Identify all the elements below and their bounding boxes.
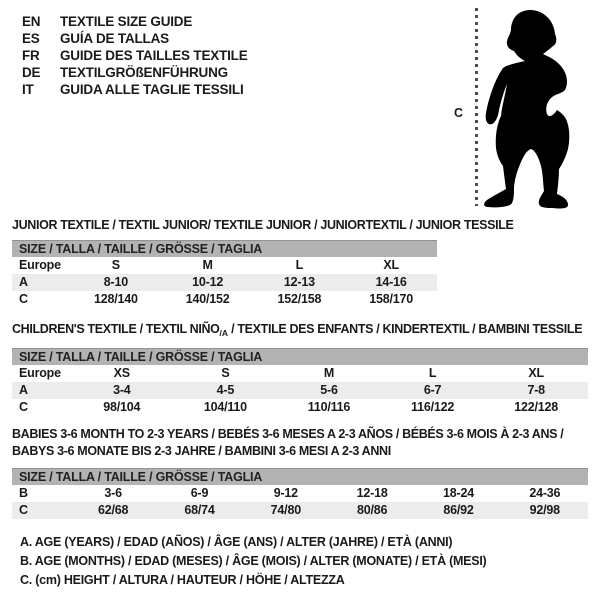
value-cell: 62/68 <box>98 503 129 517</box>
table-title <box>12 321 588 342</box>
value-cell: 18-24 <box>442 486 474 500</box>
footnote-line: A. AGE (YEARS) / EDAD (AÑOS) / ÂGE (ANS) / ALTER (JAHRE) / ETÀ (ANNI) <box>20 535 453 549</box>
language-label: GUIDE DES TAILLES TEXTILE <box>60 48 248 63</box>
table-grid <box>12 348 588 416</box>
language-code: ES <box>22 31 40 46</box>
value-cell: 8-10 <box>103 275 128 289</box>
value-cell: 140/152 <box>185 292 230 306</box>
table-row <box>12 485 588 502</box>
language-list <box>22 13 248 98</box>
table-rows <box>12 365 588 416</box>
value-cell: S <box>111 258 120 272</box>
value-cell: 14-16 <box>375 275 407 289</box>
value-cell: 116/122 <box>411 400 455 414</box>
value-cell: L <box>428 366 437 380</box>
table-grid <box>12 240 437 308</box>
table-title-line-2: BABYS 3-6 MONATE BIS 2-3 JAHRE / BAMBINI 3-6 MESI A 2-3 ANNI <box>12 444 391 458</box>
table-row <box>12 291 437 308</box>
value-cell: 68/74 <box>184 503 215 517</box>
value-cell: 74/80 <box>270 503 301 517</box>
language-row <box>22 13 248 30</box>
language-row <box>22 64 248 81</box>
row-label-cell: Europe <box>19 258 61 272</box>
value-cell: 3-6 <box>104 486 122 500</box>
table-title-subscript: /A <box>219 328 229 338</box>
table-row <box>12 502 588 519</box>
value-cell: 12-13 <box>283 275 315 289</box>
table-title-text: CHILDREN'S TEXTILE / TEXTIL NIÑO <box>12 322 220 336</box>
table-grid <box>12 468 588 519</box>
value-cell: XS <box>113 366 130 380</box>
value-cell: 80/86 <box>357 503 388 517</box>
language-label: TEXTILE SIZE GUIDE <box>60 14 193 29</box>
language-label: GUIDA ALLE TAGLIE TESSILI <box>60 82 244 97</box>
language-label: GUÍA DE TALLAS <box>60 31 169 46</box>
row-label-cell: A <box>19 383 28 397</box>
value-cell: 122/128 <box>514 400 559 414</box>
height-measure-dotted-line <box>475 8 478 206</box>
footnote-list <box>20 533 486 590</box>
childrens-textile-table <box>12 321 588 414</box>
value-cell: 10-12 <box>192 275 224 289</box>
language-code: FR <box>22 48 40 63</box>
value-cell: 3-4 <box>113 383 131 397</box>
table-row <box>12 365 588 382</box>
row-label-cell: C <box>19 503 28 517</box>
table-title: JUNIOR TEXTILE / TEXTIL JUNIOR/ TEXTILE JUNIOR / JUNIORTEXTIL / JUNIOR TESSILE <box>12 218 514 232</box>
language-code: EN <box>22 14 41 29</box>
value-cell: XL <box>528 366 544 380</box>
value-cell: 12-18 <box>356 486 388 500</box>
row-label-cell: Europe <box>19 366 61 380</box>
value-cell: 4-5 <box>216 383 235 397</box>
footnote-line: C. (cm) HEIGHT / ALTURA / HAUTEUR / HÖHE / ALTEZZA <box>20 573 345 587</box>
value-cell: 104/110 <box>203 400 247 414</box>
value-cell: 98/104 <box>103 400 141 414</box>
junior-textile-table <box>12 217 514 306</box>
value-cell: 110/116 <box>307 400 351 414</box>
row-label-cell: C <box>19 400 28 414</box>
size-header-bar: SIZE / TALLA / TAILLE / GRÖSSE / TAGLIA <box>12 468 588 485</box>
value-cell: XL <box>383 258 399 272</box>
row-label-cell: C <box>19 292 28 306</box>
table-row <box>12 257 437 274</box>
value-cell: M <box>323 366 335 380</box>
language-row <box>22 30 248 47</box>
language-code: DE <box>22 65 41 80</box>
table-rows <box>12 485 588 519</box>
height-measure-label: C <box>454 106 464 120</box>
value-cell: 158/170 <box>369 292 414 306</box>
value-cell: S <box>221 366 230 380</box>
value-cell: 5-6 <box>320 383 338 397</box>
value-cell: 6-7 <box>423 383 442 397</box>
language-label: TEXTILGRÖßENFÜHRUNG <box>60 65 228 80</box>
value-cell: 6-9 <box>190 486 209 500</box>
table-row <box>12 399 588 416</box>
value-cell: 152/158 <box>277 292 322 306</box>
value-cell: L <box>295 258 304 272</box>
language-row <box>22 81 248 98</box>
value-cell: 128/140 <box>93 292 138 306</box>
language-row <box>22 47 248 64</box>
table-rows <box>12 257 437 308</box>
size-header-bar: SIZE / TALLA / TAILLE / GRÖSSE / TAGLIA <box>12 348 588 365</box>
value-cell: 24-36 <box>529 486 561 500</box>
table-row <box>12 274 437 291</box>
value-cell: 86/92 <box>443 503 474 517</box>
value-cell: 7-8 <box>527 383 545 397</box>
footnote-line: B. AGE (MONTHS) / EDAD (MESES) / ÂGE (MOIS) / ALTER (MONATE) / ETÀ (MESI) <box>20 554 487 568</box>
table-row <box>12 382 588 399</box>
toddler-silhouette-icon <box>481 6 596 210</box>
row-label-cell: A <box>19 275 28 289</box>
babies-textile-table <box>12 426 588 517</box>
value-cell: M <box>202 258 213 272</box>
language-code: IT <box>22 82 34 97</box>
value-cell: 92/98 <box>529 503 560 517</box>
table-title-text: / TEXTILE DES ENFANTS / KINDERTEXTIL / BAMBINI TESSILE <box>228 322 583 336</box>
size-header-bar: SIZE / TALLA / TAILLE / GRÖSSE / TAGLIA <box>12 240 437 257</box>
value-cell: 9-12 <box>273 486 298 500</box>
table-title-line-1: BABIES 3-6 MONTH TO 2-3 YEARS / BEBÉS 3-6 MESES A 2-3 AÑOS / BÉBÉS 3-6 MOIS À 2-3 ANS / <box>12 427 564 441</box>
row-label-cell: B <box>19 486 28 500</box>
